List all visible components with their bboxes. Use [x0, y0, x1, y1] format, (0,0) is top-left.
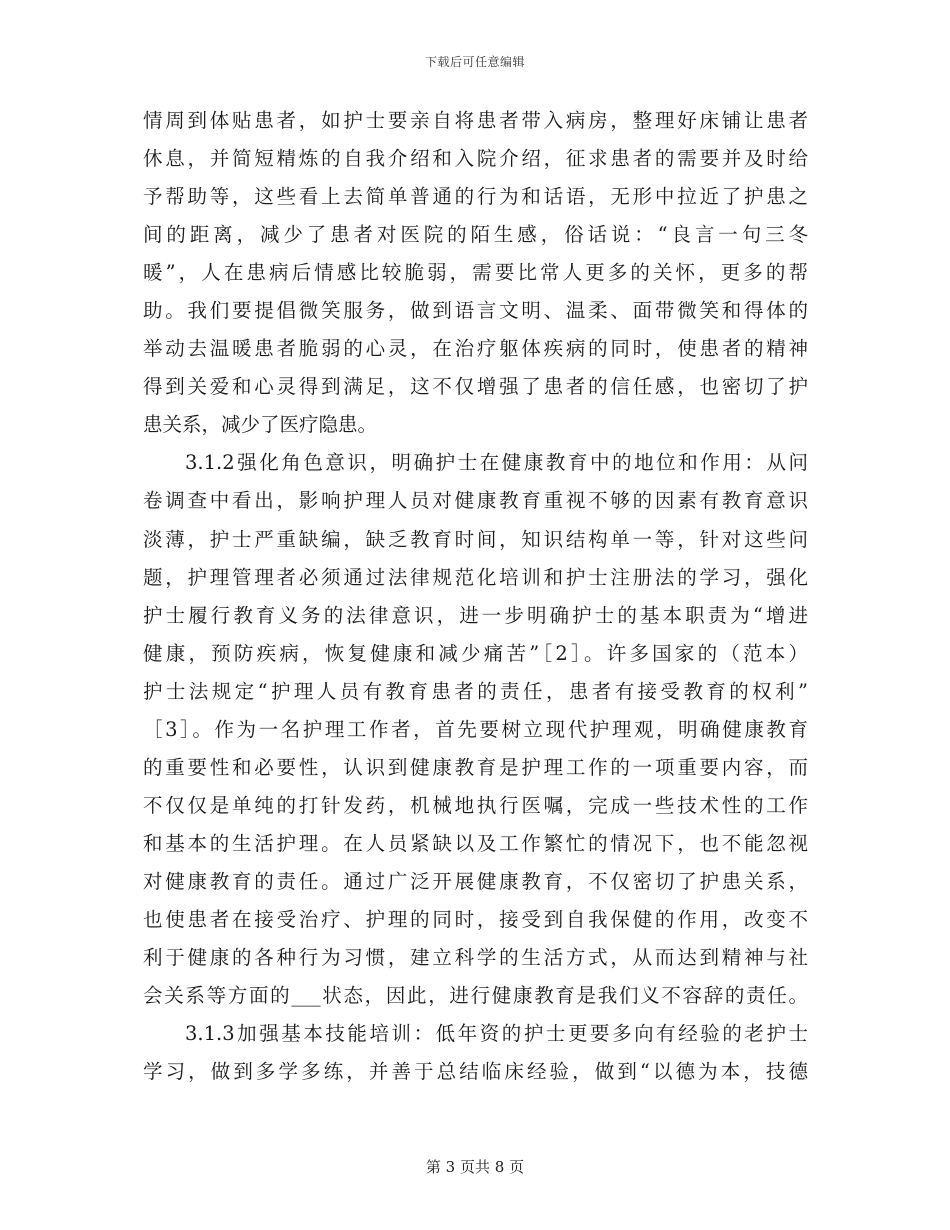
body-line: 暖”，人在患病后情感比较脆弱，需要比常人更多的关怀，更多的帮 — [143, 261, 808, 285]
body-line: 护士法规定“护理人员有教育患者的责任，患者有接受教育的权利” — [143, 679, 808, 703]
body-line: 患关系，减少了医疗隐患。 — [143, 413, 378, 437]
document-body — [143, 102, 808, 1091]
body-line: 不仅仅是单纯的打针发药，机械地执行医嘱，完成一些技术性的工作 — [143, 793, 808, 817]
body-line: 学习，做到多学多练，并善于总结临床经验，做到“以德为本，技德 — [143, 1060, 808, 1084]
body-line: 间的距离，减少了患者对医院的陌生感，俗话说：“良言一句三冬 — [143, 223, 808, 247]
body-line: 的重要性和必要性，认识到健康教育是护理工作的一项重要内容，而 — [143, 755, 808, 779]
body-line: 也使患者在接受治疗、护理的同时，接受到自我保健的作用，改变不 — [143, 907, 808, 931]
body-line: 休息，并简短精炼的自我介绍和入院介绍，征求患者的需要并及时给 — [143, 147, 808, 171]
body-line: 题，护理管理者必须通过法律规范化培训和护士注册法的学习，强化 — [143, 565, 808, 589]
body-line: 会关系等方面的___状态，因此，进行健康教育是我们义不容辞的责任。 — [143, 984, 808, 1008]
body-line: 卷调查中看出，影响护理人员对健康教育重视不够的因素有教育意识 — [143, 489, 808, 513]
page-header: 下载后可任意编辑 — [424, 55, 525, 69]
body-line: 利于健康的各种行为习惯，建立科学的生活方式，从而达到精神与社 — [143, 946, 808, 970]
body-line: 予帮助等，这些看上去简单普通的行为和话语，无形中拉近了护患之 — [143, 185, 808, 209]
body-line: 和基本的生活护理。在人员紧缺以及工作繁忙的情况下，也不能忽视 — [143, 831, 808, 855]
body-line: 健康，预防疾病，恢复健康和减少痛苦”［2］。许多国家的（范本） — [143, 641, 808, 665]
body-line: 护士履行教育义务的法律意识，进一步明确护士的基本职责为“增进 — [143, 603, 808, 627]
body-line: 淡薄，护士严重缺编，缺乏教育时间，知识结构单一等，针对这些问 — [143, 527, 808, 551]
body-line: 情周到体贴患者，如护士要亲自将患者带入病房，整理好床铺让患者 — [143, 109, 808, 132]
body-line: 助。我们要提倡微笑服务，做到语言文明、温柔、面带微笑和得体的 — [143, 299, 808, 323]
section-heading-3-1-2: 3.1.2强化角色意识，明确护士在健康教育中的地位和作用：从问 — [185, 451, 808, 475]
body-line: 举动去温暖患者脆弱的心灵，在治疗躯体疾病的同时，使患者的精神 — [143, 337, 808, 361]
body-line: ［3］。作为一名护理工作者，首先要树立现代护理观，明确健康教育 — [143, 717, 808, 741]
section-heading-3-1-3: 3.1.3加强基本技能培训：低年资的护士更要多向有经验的老护士 — [185, 1022, 808, 1046]
body-line: 得到关爱和心灵得到满足，这不仅增强了患者的信任感，也密切了护 — [143, 375, 808, 399]
page-footer: 第 3 页共 8 页 — [425, 1158, 525, 1176]
body-line: 对健康教育的责任。通过广泛开展健康教育，不仅密切了护患关系， — [143, 869, 808, 893]
